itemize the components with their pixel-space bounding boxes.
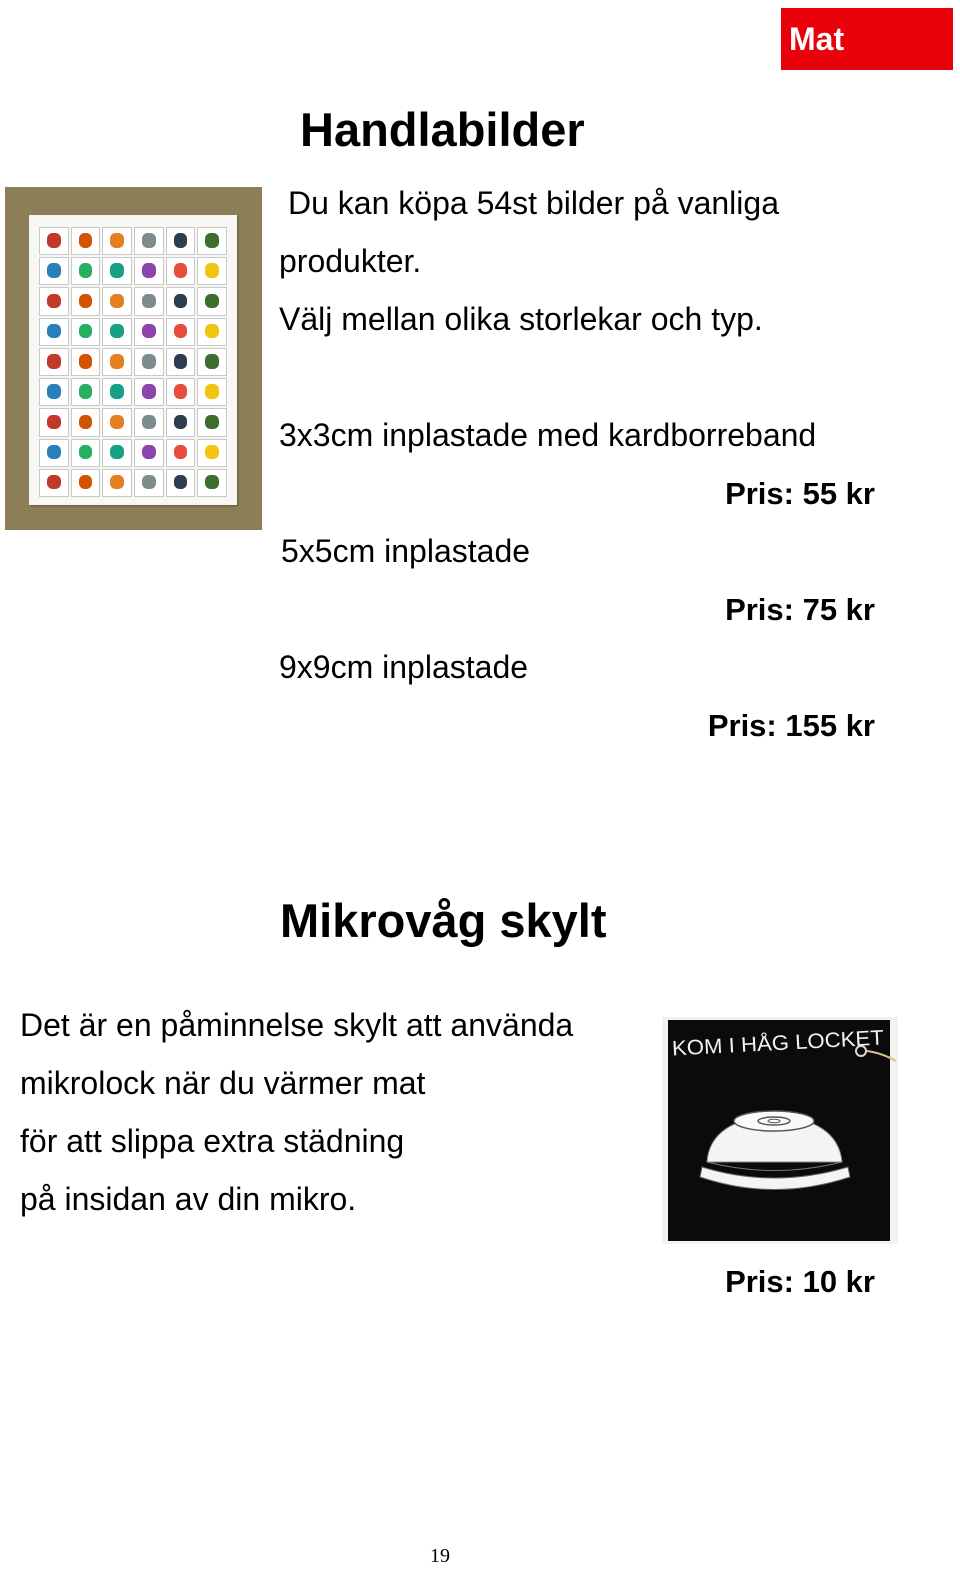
picture-cell	[71, 257, 101, 285]
picture-cell	[71, 408, 101, 436]
picture-cell	[134, 287, 164, 315]
option-label-5x5: 5x5cm inplastade	[281, 533, 531, 569]
picture-cell	[39, 378, 69, 406]
picture-cell	[134, 378, 164, 406]
picture-cell	[197, 408, 227, 436]
picture-cell	[71, 287, 101, 315]
picture-cell	[71, 227, 101, 255]
picture-cell	[102, 287, 132, 315]
description-line-3: för att slippa extra städning	[20, 1123, 405, 1159]
picture-cell	[71, 378, 101, 406]
microwave-sign-photo	[662, 1017, 898, 1244]
category-tag: Mat	[781, 8, 953, 70]
section1-title: Handlabilder	[300, 103, 585, 156]
picture-cell	[102, 257, 132, 285]
picture-cell	[39, 227, 69, 255]
intro-line-3: Välj mellan olika storlekar och typ.	[279, 301, 763, 337]
picture-cell	[166, 287, 196, 315]
description-line-2: mikrolock när du värmer mat	[20, 1065, 426, 1101]
picture-cell	[134, 469, 164, 497]
option-price-9x9: Pris: 155 kr	[707, 708, 875, 743]
picture-cell	[197, 378, 227, 406]
picture-cell	[102, 227, 132, 255]
picture-cell	[166, 257, 196, 285]
picture-cell	[166, 348, 196, 376]
picture-cell	[197, 227, 227, 255]
picture-cell	[39, 318, 69, 346]
picture-cell	[39, 287, 69, 315]
microwave-sign-illustration	[662, 1017, 898, 1244]
picture-cell	[166, 439, 196, 467]
picture-cell	[197, 469, 227, 497]
picture-cell	[166, 318, 196, 346]
picture-cell	[166, 469, 196, 497]
picture-cell	[39, 257, 69, 285]
picture-grid	[39, 227, 227, 497]
intro-line-2: produkter.	[279, 243, 422, 279]
picture-cell	[197, 257, 227, 285]
picture-cell	[134, 348, 164, 376]
picture-cell	[166, 227, 196, 255]
picture-cell	[197, 348, 227, 376]
picture-cell	[102, 318, 132, 346]
picture-cell	[102, 439, 132, 467]
picture-cell	[197, 287, 227, 315]
picture-cell	[102, 469, 132, 497]
option-price-3x3: Pris: 55 kr	[725, 476, 875, 511]
picture-sheet	[29, 215, 237, 505]
picture-cell	[71, 469, 101, 497]
picture-cell	[134, 439, 164, 467]
picture-cell	[166, 378, 196, 406]
picture-cell	[102, 378, 132, 406]
option-label-9x9: 9x9cm inplastade	[279, 649, 529, 685]
picture-cell	[134, 257, 164, 285]
intro-line-1: Du kan köpa 54st bilder på vanliga	[288, 185, 779, 221]
product-pictures-photo	[5, 187, 262, 530]
description-line-4: på insidan av din mikro.	[20, 1181, 357, 1217]
option-price-5x5: Pris: 75 kr	[725, 592, 875, 627]
picture-cell	[102, 348, 132, 376]
sign-price: Pris: 10 kr	[725, 1264, 875, 1299]
picture-cell	[134, 227, 164, 255]
description-line-1: Det är en påminnelse skylt att använda	[20, 1007, 574, 1043]
picture-cell	[197, 318, 227, 346]
picture-cell	[39, 408, 69, 436]
sign-text: KOM I HÅG LOCKET	[671, 1027, 874, 1061]
picture-cell	[134, 318, 164, 346]
picture-cell	[71, 439, 101, 467]
picture-cell	[166, 408, 196, 436]
section2-title: Mikrovåg skylt	[280, 894, 607, 947]
picture-cell	[39, 348, 69, 376]
picture-cell	[197, 439, 227, 467]
picture-cell	[71, 318, 101, 346]
page-number: 19	[430, 1545, 450, 1567]
picture-cell	[134, 408, 164, 436]
picture-cell	[39, 469, 69, 497]
picture-cell	[39, 439, 69, 467]
picture-cell	[102, 408, 132, 436]
picture-cell	[71, 348, 101, 376]
option-label-3x3: 3x3cm inplastade med kardborreband	[279, 417, 817, 453]
